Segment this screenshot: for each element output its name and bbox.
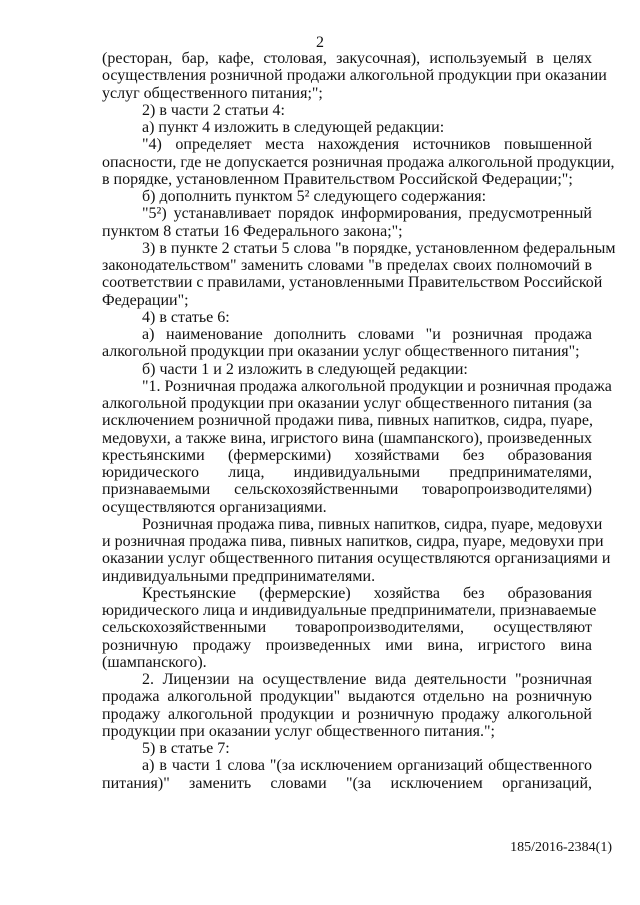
document-id: 185/2016-2384(1) (510, 840, 612, 855)
text-line: (шампанского). (102, 653, 207, 671)
text-line: осуществления розничной продажи алкогольной продукции при оказании (102, 67, 607, 85)
text-line: питания)" заменить словами "(за исключением организаций, (102, 774, 592, 792)
text-line: продажу алкогольной продукции и розничную продажу алкогольной (102, 705, 592, 723)
text-line: индивидуальными предпринимателями. (102, 567, 376, 585)
text-line: 2. Лицензии на осуществление вида деятельности "розничная (142, 671, 592, 688)
text-line: 4) в статье 6: (142, 308, 230, 326)
text-line: алкогольной продукции при оказании услуг общественного питания (за (102, 395, 592, 412)
text-line: розничную продажу произведенных ими вина, игристого вина (102, 636, 592, 654)
text-line: "1. Розничная продажа алкогольной продукции и розничная продажа (142, 377, 612, 395)
text-line: сельскохозяйственными товаропроизводителями, осуществляют (102, 619, 592, 637)
text-line: "4) определяет места нахождения источников повышенной (142, 136, 592, 154)
text-line: Крестьянские (фермерские) хозяйства без образования (142, 584, 592, 602)
document-body (102, 50, 616, 792)
text-line: продукции при оказании услуг общественного питания."; (102, 722, 495, 740)
text-line: б) дополнить пунктом 5² следующего содержания: (142, 188, 487, 205)
text-line: а) в части 1 слова "(за исключением организаций общественного (142, 757, 592, 775)
text-line: а) наименование дополнить словами "и розничная продажа (142, 326, 592, 343)
text-line: 3) в пункте 2 статьи 5 слова "в порядке, установленном федеральным (142, 239, 616, 257)
text-line: опасности, где не допускается розничная продажа алкогольной продукции, (102, 153, 615, 171)
text-line: в порядке, установленном Правительством Российской Федерации;"; (102, 170, 573, 188)
text-line: а) пункт 4 изложить в следующей редакции: (142, 119, 445, 136)
text-line: и розничная продажа пива, пивных напитков, сидра, пуаре, медовухи при (102, 533, 604, 550)
text-line: Федерации"; (102, 291, 189, 309)
text-line: юридического лица, индивидуальными предпринимателями, (102, 464, 592, 481)
page-number: 2 (316, 34, 324, 51)
text-line: 5) в статье 7: (142, 740, 230, 757)
text-line: услуг общественного питания;"; (102, 84, 323, 102)
text-line: крестьянскими (фермерскими) хозяйствами без образования (102, 446, 592, 464)
text-line: признаваемыми сельскохозяйственными товаропроизводителями) (102, 481, 592, 499)
text-line: соответствии с правилами, установленными Правительством Российской (102, 274, 603, 292)
text-line: оказании услуг общественного питания осуществляются организациями и (102, 550, 611, 568)
text-line: законодательством" заменить словами "в пределах своих полномочий в (102, 257, 592, 274)
text-line: продажа алкогольной продукции" выдаются отдельно на розничную (102, 688, 592, 706)
text-line: юридического лица и индивидуальные предприниматели, признаваемые (102, 602, 597, 619)
text-line: пунктом 8 статьи 16 Федерального закона;"; (102, 222, 403, 240)
text-line: исключением розничной продажи пива, пивных напитков, сидра, пуаре, (102, 412, 593, 430)
text-line: б) части 1 и 2 изложить в следующей редакции: (142, 360, 468, 378)
text-line: медовухи, а также вина, игристого вина (шампанского), произведенных (102, 429, 592, 447)
text-line: Розничная продажа пива, пивных напитков, сидра, пуаре, медовухи (142, 515, 603, 533)
text-line: осуществляются организациями. (102, 498, 327, 516)
text-line: "5²) устанавливает порядок информирования, предусмотренный (142, 205, 592, 223)
text-line: алкогольной продукции при оказании услуг общественного питания"; (102, 343, 580, 361)
text-line: 2) в части 2 статьи 4: (142, 101, 285, 119)
text-line: (ресторан, бар, кафе, столовая, закусочная), используемый в целях (102, 50, 592, 67)
